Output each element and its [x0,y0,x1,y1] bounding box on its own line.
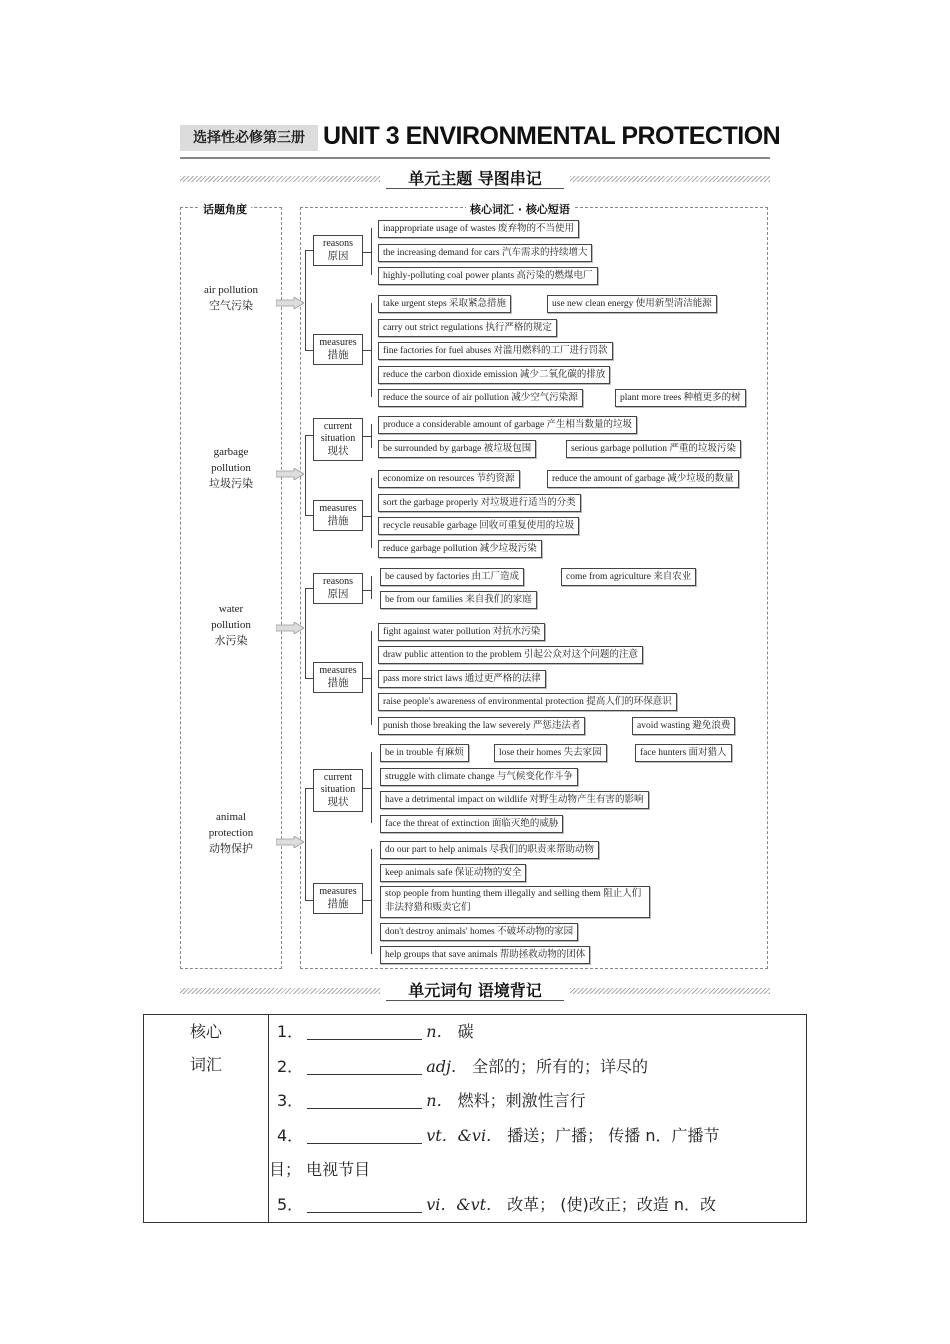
vocab-row: 1． n． 碳 [277,1022,474,1041]
phrase-box: pass more strict laws 通过更严格的法律 [378,670,546,688]
answer-blank[interactable] [307,1125,422,1144]
phrase-box: economize on resources 节约资源 [378,470,520,488]
cat-measures: measures 措施 [313,500,363,531]
cat-measures: measures 措施 [313,883,363,914]
book-tag: 选择性必修第三册 [180,125,318,151]
phrase-box: have a detrimental impact on wildlife 对野生动物产生有害的影响 [380,791,649,809]
phrase-box: use new clean energy 使用新型清洁能源 [547,295,717,313]
phrase-box: be caused by factories 由工厂造成 [380,568,524,586]
answer-blank[interactable] [307,1056,422,1075]
arrow-right-icon [276,468,304,480]
phrase-box: raise people's awareness of environmental protection 提高人们的环保意识 [378,693,677,711]
phrase-box: reduce the amount of garbage 减少垃圾的数量 [547,470,739,488]
cat-reasons: reasons 原因 [313,573,363,604]
answer-blank[interactable] [307,1090,422,1109]
phrase-box: carry out strict regulations 执行严格的规定 [378,319,557,337]
vocab-row: 4． vt．&vi． 播送；广播； 传播 n．广播节 [277,1125,720,1145]
vocab-table [143,1014,807,1223]
phrase-box: avoid wasting 避免浪费 [632,717,735,735]
topics-title: 话题角度 [199,201,251,217]
phrase-box: don't destroy animals' homes 不破坏动物的家园 [380,923,578,941]
phrase-box: fine factories for fuel abuses 对滥用燃料的工厂进行罚款 [378,342,613,360]
phrase-box: stop people from hunting them illegally and selling them 阻止人们非法狩猎和贩卖它们 [380,886,650,918]
vocab-row-continued: 目； 电视节目 [269,1160,371,1179]
phrase-box: serious garbage pollution 严重的垃圾污染 [566,440,741,458]
banner-vocab-text: 单元词句 语境背记 [386,981,564,1001]
phrase-box: face hunters 面对猎人 [635,744,732,762]
phrase-box: be in trouble 有麻烦 [380,744,469,762]
phrase-box: reduce the carbon dioxide emission 减少二氧化碳的排放 [378,366,610,384]
phrase-box: produce a considerable amount of garbage 产生相当数量的垃圾 [378,416,637,434]
banner-mindmap-text: 单元主题 导图串记 [386,169,564,189]
phrase-box: lose their homes 失去家园 [494,744,607,762]
arrow-right-icon [276,836,304,848]
cat-current: current situation 现状 [313,418,363,461]
phrase-box: come from agriculture 来自农业 [561,568,696,586]
phrase-box: do our part to help animals 尽我们的职责来帮助动物 [380,841,599,859]
vocab-list [269,1015,807,1223]
arrow-right-icon [276,622,304,634]
phrase-box: struggle with climate change 与气候变化作斗争 [380,768,578,786]
topic-garbage: garbage pollution 垃圾污染 [209,446,253,490]
phrase-box: sort the garbage properly 对垃圾进行适当的分类 [378,494,581,512]
cat-current: current situation 现状 [313,769,363,812]
words-title: 核心词汇 · 核心短语 [466,201,574,217]
phrase-box: highly-polluting coal power plants 高污染的燃煤电厂 [378,267,598,285]
vocab-row: 2． adj． 全部的；所有的；详尽的 [277,1056,649,1076]
banner-vocab [180,979,770,1003]
vocab-row: 3． n． 燃料；刺激性言行 [277,1091,586,1110]
phrase-box: be surrounded by garbage 被垃圾包围 [378,440,536,458]
cat-measures: measures 措施 [313,334,363,365]
header-rule [180,157,770,159]
phrase-box: fight against water pollution 对抗水污染 [378,623,545,641]
cat-reasons: reasons 原因 [313,235,363,266]
phrase-box: plant more trees 种植更多的树 [615,389,746,407]
phrase-box: help groups that save animals 帮助拯救动物的团体 [380,946,590,964]
phrase-box: recycle reusable garbage 回收可重复使用的垃圾 [378,517,579,535]
vocab-row: 5． vi．&vt． 改革； (使)改正；改造 n．改 [277,1194,716,1214]
phrase-box: the increasing demand for cars 汽车需求的持续增大 [378,244,592,262]
phrase-box: keep animals safe 保证动物的安全 [380,864,526,882]
phrase-box: take urgent steps 采取紧急措施 [378,295,511,313]
phrase-box: punish those breaking the law severely 严惩违法者 [378,717,585,735]
phrase-box: face the threat of extinction 面临灭绝的威胁 [380,815,563,833]
vocab-header: 核心 词汇 [144,1015,269,1223]
phrase-box: reduce the source of air pollution 减少空气污染源 [378,389,583,407]
answer-blank[interactable] [307,1021,422,1040]
topic-animal: animal protection 动物保护 [208,811,254,855]
banner-mindmap [180,167,770,191]
topic-water: water pollution 水污染 [211,603,251,647]
phrase-box: reduce garbage pollution 减少垃圾污染 [378,540,542,558]
cat-measures: measures 措施 [313,662,363,693]
answer-blank[interactable] [307,1194,422,1213]
arrow-right-icon [276,297,304,309]
phrase-box: be from our families 来自我们的家庭 [380,591,537,609]
topic-air: air pollution 空气污染 [203,284,259,312]
unit-title: UNIT 3 ENVIRONMENTAL PROTECTION [323,122,781,150]
phrase-box: inappropriate usage of wastes 废弃物的不当使用 [378,220,579,238]
phrase-box: draw public attention to the problem 引起公众对这个问题的注意 [378,646,643,664]
